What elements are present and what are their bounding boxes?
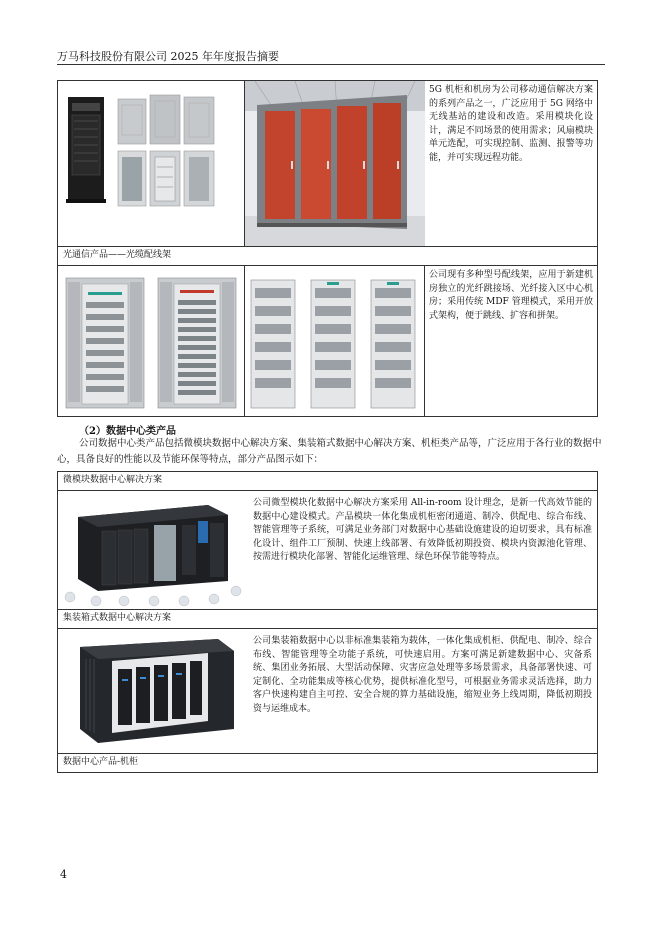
micro-module-image bbox=[58, 491, 248, 610]
datacenter-products-table bbox=[57, 471, 598, 773]
5g-machine-room-image bbox=[245, 81, 425, 247]
cabinet-label: 数据中心产品-机柜 bbox=[58, 754, 598, 773]
5g-cabinets-image bbox=[58, 81, 245, 247]
fiber-frame-racks-image bbox=[245, 266, 425, 417]
fiber-distribution-frame-label: 光通信产品——光缆配线架 bbox=[58, 247, 598, 266]
page-number: 4 bbox=[60, 868, 67, 881]
section-title: （2）数据中心类产品 bbox=[79, 426, 176, 437]
page-header: 万马科技股份有限公司 2025 年年度报告摘要 bbox=[57, 50, 279, 63]
container-datacenter-image bbox=[58, 629, 248, 754]
fiber-frame-open-image bbox=[58, 266, 245, 417]
fiber-frame-description: 公司现有多种型号配线架，应用于新建机房独立的光纤跳接场、光纤接入区中心机房；采用传统 MDF 管理模式，采用开放式架构，便于跳线、扩容和拼架。 bbox=[425, 266, 598, 417]
container-datacenter-label: 集装箱式数据中心解决方案 bbox=[58, 610, 598, 629]
header-rule bbox=[57, 64, 605, 65]
telecom-products-table bbox=[57, 80, 598, 417]
section-paragraph: 公司数据中心类产品包括微模块数据中心解决方案、集装箱式数据中心解决方案、机柜类产品等，广泛应用于各行业的数据中心，具备良好的性能以及节能环保等特点，部分产品图示如下： bbox=[57, 438, 602, 465]
micro-module-label: 微模块数据中心解决方案 bbox=[58, 472, 598, 491]
5g-cabinet-description: 5G 机柜和机房为公司移动通信解决方案的系列产品之一，广泛应用于 5G 网络中无线基站的建设和改造。采用模块化设计，满足不同场景的使用需求；风扇模块单元选配，可实现控制、监测、报警等功能，并可实现远程功能。 bbox=[425, 81, 598, 247]
container-datacenter-description: 公司集装箱数据中心以非标准集装箱为载体，一体化集成机柜、供配电、制冷、综合布线、智能管理等全功能子系统，可快速启用。方案可满足新建数据中心、灾备系统、集团业务拓展、大型活动保障、灾害应急处理等多场景需求，具备部署快速、可定制化、全功能集成等核心优势，提供标准化型号，可根据业务需求灵活选择，助力客户快速构建自主可控、安全合规的算力基础设施，缩短业务上线周期，降低初期投资与运维成本。 bbox=[248, 629, 598, 754]
micro-module-description: 公司微型模块化数据中心解决方案采用 All-in-room 设计理念，是新一代高效节能的数据中心建设模式。产品模块一体化集成机柜密闭通道、制冷、供配电、综合布线、智能管理等子系统，可满足业务部门对数据中心基础设施建设的迫切要求，具有标准化设计、组件工厂预制、快速上线部署、有效降低初期投资、模块内资源池化管理、按需进行模块化部署、智能化运维管理、绿色环保节能等特点。 bbox=[248, 491, 598, 610]
